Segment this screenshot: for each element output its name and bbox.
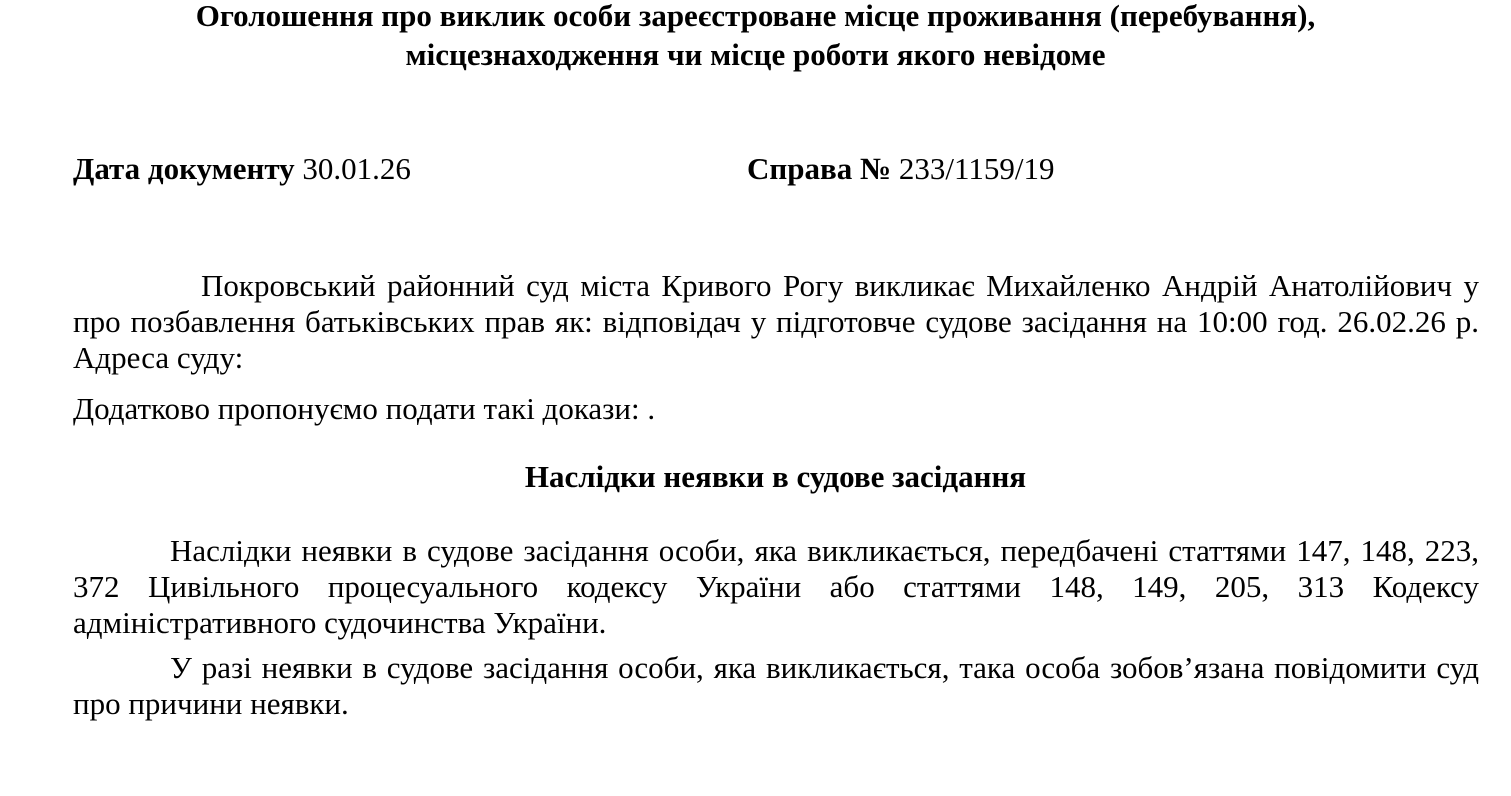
- document-title-line-1: Оголошення про виклик особи зареєстроване місце проживання (перебування),: [195, 0, 1316, 33]
- document-date: [73, 151, 411, 187]
- summons-paragraph: Покровський районний суд міста Кривого Рогу викликає Михайленко Андрій Анатолійович у про позбавлення батьківських прав як: відповідач у підготовче судове засідання на 10:00 год. 26.02.26 р. Адреса суду:: [73, 268, 1479, 375]
- consequences-paragraph: Наслідки неявки в судове засідання особи, яка викликається, передбачені статтями 147, 148, 223, 372 Цивільного процесуального кодексу України або статтями 148, 149, 205, 313 Кодексу адміністративного судочинства України.: [73, 533, 1479, 640]
- consequences-heading: Наслідки неявки в судове засідання: [524, 459, 1027, 494]
- case-number-value: 233/1159/19: [898, 151, 1055, 186]
- case-number-label: Справа №: [747, 151, 892, 186]
- document-date-label: Дата документу: [73, 151, 295, 186]
- case-number: [747, 151, 1054, 187]
- obligation-paragraph: У разі неявки в судове засідання особи, яка викликається, така особа зобов’язана повідомити суд про причини неявки.: [73, 650, 1479, 721]
- evidence-paragraph: Додатково пропонуємо подати такі докази: .: [73, 391, 656, 426]
- document-title-line-2: місцезнаходження чи місце роботи якого невідоме: [405, 37, 1106, 72]
- document-date-value: 30.01.26: [302, 151, 411, 186]
